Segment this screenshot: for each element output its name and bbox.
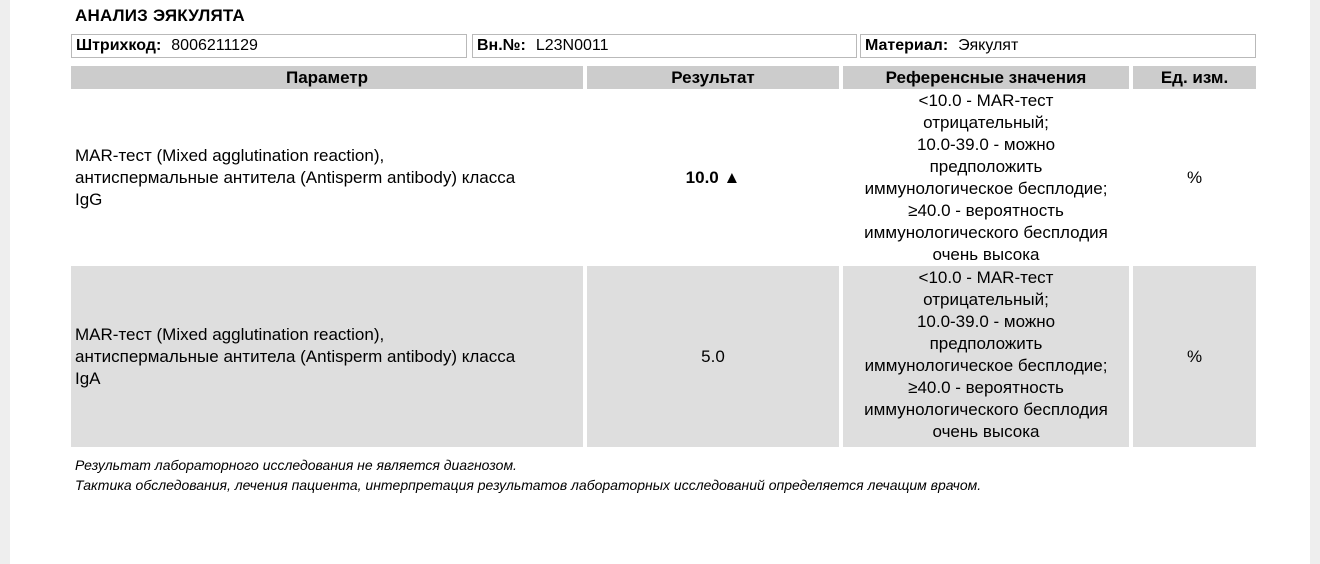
- parameter-line: антиспермальные антитела (Antisperm antibody) класса: [75, 167, 516, 187]
- reference-line: предположить: [929, 334, 1043, 353]
- reference-line: иммунологическое бесплодие;: [864, 356, 1108, 375]
- table-row: [71, 266, 1256, 447]
- table-header: [71, 66, 1256, 89]
- reference-line: ≥40.0 - вероятность: [908, 378, 1064, 397]
- parameter-cell: [71, 89, 587, 266]
- reference-line: предположить: [929, 157, 1043, 176]
- parameter-line: IgA: [75, 368, 101, 388]
- reference-line: 10.0-39.0 - можно: [916, 135, 1056, 154]
- reference-line: <10.0 - MAR-тест: [918, 91, 1054, 110]
- reference-cell: [843, 89, 1133, 266]
- material-box: [860, 34, 1256, 58]
- header-result: Результат: [587, 66, 843, 89]
- barcode-label: Штрихкод:: [76, 37, 162, 54]
- disclaimer-line-2: Тактика обследования, лечения пациента, интерпретация результатов лабораторных исследований определяется лечащим врачом.: [75, 477, 982, 493]
- parameter-line: IgG: [75, 189, 103, 209]
- result-cell: 10.0 ▲: [587, 89, 843, 266]
- reference-line: отрицательный;: [923, 290, 1049, 309]
- internal-number-label: Вн.№:: [477, 37, 526, 54]
- reference-line: отрицательный;: [923, 113, 1049, 132]
- header-parameter: Параметр: [71, 66, 587, 89]
- parameter-line: антиспермальные антитела (Antisperm antibody) класса: [75, 346, 516, 366]
- reference-cell: [843, 266, 1133, 447]
- reference-line: <10.0 - MAR-тест: [918, 268, 1054, 287]
- internal-number-box: [472, 34, 857, 58]
- parameter-line: MAR-тест (Mixed agglutination reaction),: [75, 324, 385, 344]
- barcode-value: 8006211129: [171, 37, 258, 54]
- reference-line: очень высока: [932, 245, 1040, 264]
- unit-cell: %: [1186, 167, 1203, 187]
- header-unit: Ед. изм.: [1160, 68, 1229, 87]
- unit-cell: %: [1186, 346, 1203, 366]
- parameter-cell: [71, 266, 587, 447]
- reference-line: иммунологическое бесплодие;: [864, 179, 1108, 198]
- header-reference: Референсные значения: [843, 66, 1133, 89]
- internal-number-value: L23N0011: [535, 37, 609, 54]
- reference-line: иммунологического бесплодия: [864, 223, 1108, 242]
- disclaimer-line-1: Результат лабораторного исследования не является диагнозом.: [75, 457, 517, 473]
- reference-line: ≥40.0 - вероятность: [908, 201, 1064, 220]
- report-title: АНАЛИЗ ЭЯКУЛЯТА: [75, 6, 245, 25]
- parameter-line: MAR-тест (Mixed agglutination reaction),: [75, 145, 385, 165]
- results-table: [71, 66, 1256, 447]
- material-value: Эякулят: [958, 37, 1019, 54]
- barcode-box: [71, 34, 467, 58]
- result-cell: 5.0: [587, 266, 843, 447]
- material-label: Материал:: [865, 37, 949, 54]
- reference-line: очень высока: [932, 422, 1040, 441]
- table-row: [71, 89, 1256, 266]
- reference-line: 10.0-39.0 - можно: [916, 312, 1056, 331]
- report-sheet: [10, 0, 1310, 564]
- reference-line: иммунологического бесплодия: [864, 400, 1108, 419]
